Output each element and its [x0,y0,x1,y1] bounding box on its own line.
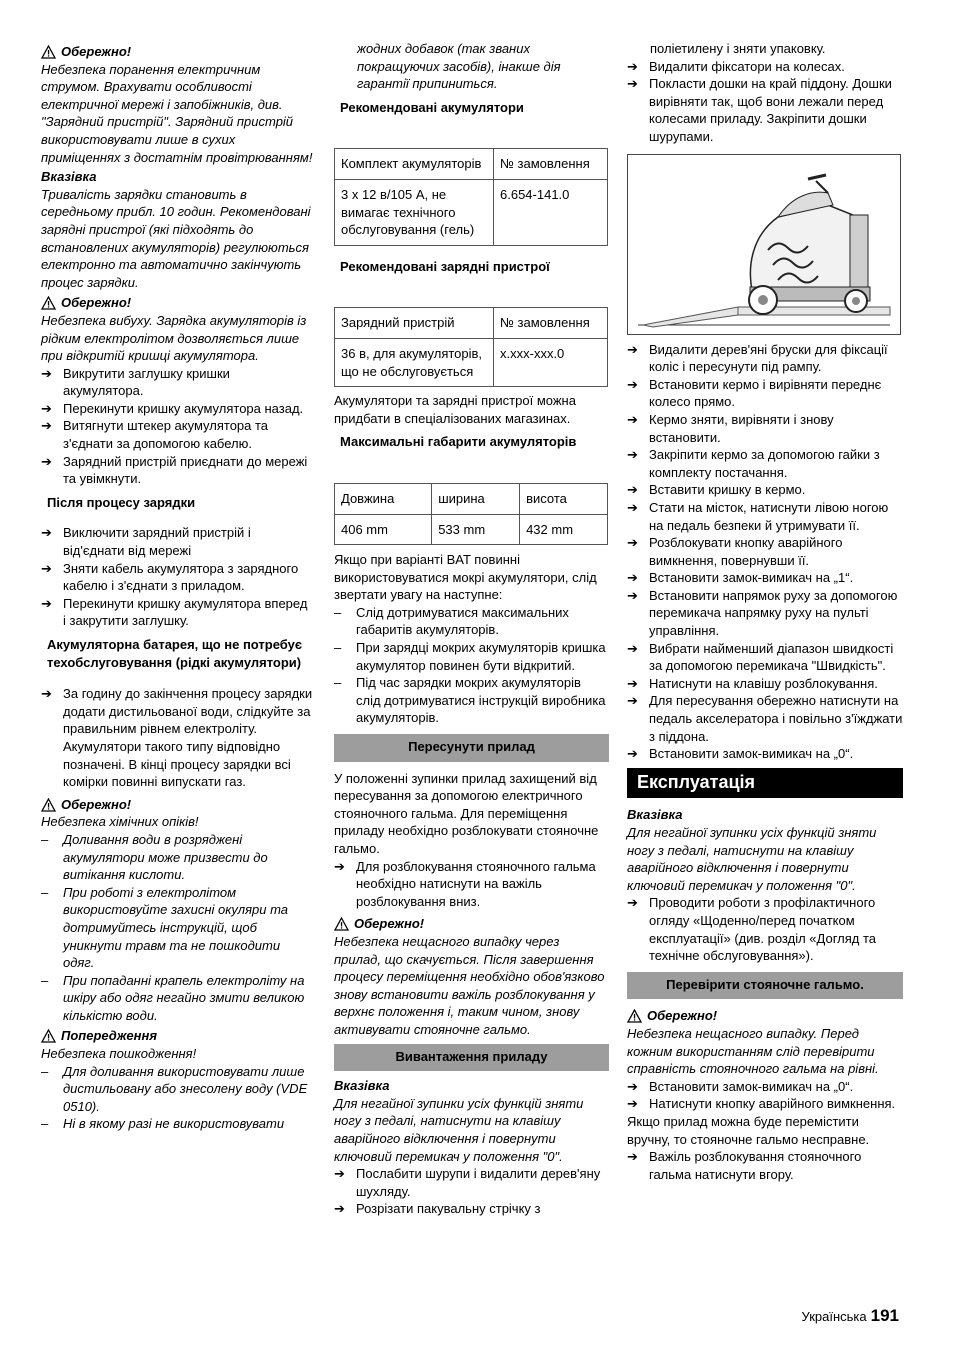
caution-heading [41,796,313,814]
step-item: ➔ Встановити напрямок руху за допомогою перемикача напрямку руху на пульті управління. [627,587,898,639]
step-list [334,1165,609,1218]
arrow-right-icon: ➔ [627,1149,638,1165]
caution-heading-text: Обережно! [61,44,132,59]
dash-item: – Для доливання використовувати лише дистильовану або знесолену воду (VDE 0510). [41,1063,308,1114]
step-item: ➔ Перекинути кришку акумулятора вперед і закрутити заглушку. [41,595,308,629]
warning-triangle-icon [41,798,56,812]
section-bar-check-brake: Перевірити стояночне гальмо. [627,972,903,1000]
section-bar-unloading: Вивантаження приладу [334,1044,609,1072]
note-text: Для негайної зупинки усіх функцій зняти ногу з педалі, натиснути на клавішу аварійного відключення і повернути ключовий перемикач у положення "0". [334,1095,584,1164]
arrow-right-icon: ➔ [627,587,638,603]
page-footer [802,1307,899,1326]
column-right [627,40,903,1183]
warning-triangle-icon [41,296,56,310]
arrow-right-icon: ➔ [627,411,638,427]
warning-heading-text: Попередження [61,1028,157,1044]
step-item: ➔ Викрутити заглушку кришки акумулятора. [41,365,230,399]
arrow-right-icon: ➔ [41,595,52,611]
step-item: ➔ Для пересування обережно натиснути на педаль акселератора і повільно з'їжджати з піддона. [627,693,903,744]
dash-item: – При роботі з електролітом використовуйте захисні окуляри та дотримуйтесь інструкцій, щоб уникнути травм та не пошкодити одяг. [41,884,289,971]
table-cell: 6.654-141.0 [494,179,608,245]
caution-heading [41,294,313,312]
dash-item: – Доливання води в розряджені акумулятори може призвести до витікання кислоти. [41,831,268,883]
dash-item: – При зарядці мокрих акумуляторів кришка акумулятор повинен бути відкритий. [334,640,606,673]
step-item: ➔ Видалити фіксатори на колесах. [627,58,845,74]
caution-text: Небезпека нещасного випадку через прилад, що скачується. Після завершення процесу переміщення необхідно обов'язково знову встановити важіль розблокування у верхнє положення і, таким чином, знову активувати стояночне гальмо. [334,933,605,1037]
step-item: ➔ Видалити дерев'яні бруски для фіксації коліс і пересунути під рампу. [627,341,888,375]
table-cell: 36 в, для акумуляторів, що не обслуговується [335,338,494,386]
warning-triangle-icon [334,917,349,931]
arrow-right-icon: ➔ [627,376,638,392]
arrow-right-icon: ➔ [41,560,52,576]
step-item: ➔ Закріпити кермо за допомогою гайки з комплекту постачання. [627,447,880,480]
steering-wheel [808,175,826,179]
table-header-cell: Довжина [335,483,432,514]
arrow-right-icon: ➔ [627,482,638,498]
arrow-right-icon: ➔ [627,640,638,656]
step-item: ➔ Вставити кришку в кермо. [627,482,806,498]
table-row [335,308,608,339]
caution-text: Небезпека нещасного випадку. Перед кожним використанням слід перевірити справність стояночного гальма на рівні. [627,1025,879,1077]
column-left [41,40,313,1133]
section-subheading: Після процесу зарядки [47,494,196,510]
machine-ramp-illustration [627,154,901,335]
steering-post [816,181,828,193]
step-list [334,858,609,911]
arrow-right-icon: ➔ [627,499,638,515]
table-cell: 3 x 12 в/105 А, не вимагає технічного обслуговування (гель) [335,179,494,245]
arrow-right-icon: ➔ [627,693,638,709]
arrow-right-icon: ➔ [627,570,638,586]
warning-triangle-icon [41,1029,56,1043]
dash-item: – Ні в якому разі не використовувати [41,1116,285,1132]
arrow-right-icon: ➔ [627,1078,638,1094]
arrow-right-icon: ➔ [627,746,638,762]
caution-heading [41,43,313,61]
step-item: ➔ Натиснути кнопку аварійного вимкнення. [627,1096,896,1112]
step-item: ➔ Проводити роботи з профілактичного огляду «Щоденно/перед початком експлуатації» (див. розділ «Догляд та технічне обслуговування»). [627,895,877,964]
step-list [627,58,903,146]
step-item: ➔ Перекинути кришку акумулятора назад. [41,400,304,416]
table-cell: 406 mm [335,514,432,545]
body-text: Якщо при варіанті BAT повинні використовуватися мокрі акумулятори, слід звертати увагу на наступне: [334,552,597,603]
arrow-right-icon: ➔ [334,858,345,874]
section-bar-move-device: Пересунути прилад [334,734,609,762]
note-text: Тривалість зарядки становить в середньому прибл. 10 годин. Рекомендовані зарядні пристрої (які підходять до встановлених акумуляторів) регулюються електронно та автоматично закінчують процес зарядки. [41,186,311,290]
dash-item: – Слід дотримуватися максимальних габаритів акумуляторів. [334,604,569,638]
batteries-table [334,148,608,245]
table-header-cell: Зарядний пристрій [335,308,494,339]
body-text: У положенні зупинки прилад захищений від пересування за допомогою електричного стояночного гальма. Для переміщення приладу необхідно розблокувати стояночне гальмо. [334,770,599,856]
step-item: ➔ Витягнути штекер акумулятора та з'єднати за допомогою кабелю. [41,418,269,452]
arrow-right-icon: ➔ [627,76,638,92]
arrow-right-icon: ➔ [627,895,638,911]
continued-text: жодних добавок (так званих покращуючих засобів), інакше дія гарантії припиниться. [357,41,561,92]
table-header-cell: № замовлення [494,308,608,339]
caution-heading-text: Обережно! [61,295,132,311]
table-header-cell: № замовлення [494,149,608,180]
table-header-cell: висота [520,483,608,514]
step-item: ➔ Встановити замок-вимикач на „0“. [627,746,854,762]
section-subheading: Рекомендовані акумулятори [340,99,524,115]
table-header-cell: Комплект акумуляторів [335,149,494,180]
page-number: 191 [870,1306,899,1325]
step-item: ➔ Встановити замок-вимикач на „1“. [627,570,854,586]
caution-text: Небезпека вибуху. Зарядка акумуляторів із рідким електролітом дозволяється лише при відкритій кришці акумулятора. [41,312,307,364]
step-list [627,341,903,763]
dash-item: – Під час зарядки мокрих акумуляторів слід дотримуватися інструкцій виробника акумуляторів. [334,675,606,726]
machine-column [850,215,868,295]
step-item: ➔ Виключити зарядний пристрій і від'єднати від мережі [41,525,251,559]
step-item: ➔ Розблокувати кнопку аварійного вимкнення, повернувши її. [627,535,843,568]
chargers-table [334,307,608,387]
section-subheading: Максимальні габарити акумуляторів [340,434,577,450]
step-list [627,1078,903,1113]
step-item: ➔ Зарядний пристрій приєднати до мережі та увімкнути. [41,453,308,487]
warning-triangle-icon [627,1009,642,1023]
table-row [335,514,608,545]
step-item: ➔ За годину до закінчення процесу зарядки додати дистильованої води, слідкуйте за правильним рівнем електроліту. Акумулятори такого типу відповідно позначені. В кінці процесу зарядки всі комірки повинні випускати газ. [41,686,313,790]
arrow-right-icon: ➔ [627,535,638,551]
dash-list [41,1063,313,1133]
table-row [335,338,608,386]
step-item: ➔ Послабити шурупи і видалити дерев'яну шухляду. [334,1166,601,1199]
table-cell: 533 mm [432,514,520,545]
step-list [41,365,313,488]
section-subheading: Рекомендовані зарядні пристрої [340,258,550,274]
arrow-right-icon: ➔ [627,447,638,463]
step-item: ➔ Натиснути на клавішу розблокування. [627,675,878,691]
step-item: ➔ Стати на місток, натиснути лівою ногою на педаль безпеки й утримувати її. [627,499,889,533]
section-subheading: Акумуляторна батарея, що не потребує техобслуговування (рідкі акумулятори) [47,637,303,670]
footer-language: Українська [801,1309,867,1324]
arrow-right-icon: ➔ [41,525,52,541]
arrow-right-icon: ➔ [627,1096,638,1112]
table-row [335,179,608,245]
warning-triangle-icon [41,45,56,59]
table-row [335,483,608,514]
table-row [335,149,608,180]
step-item: ➔ Важіль розблокування стояночного гальма натиснути вгору. [627,1149,862,1182]
step-list [41,685,313,791]
arrow-right-icon: ➔ [41,400,52,416]
step-item: ➔ Для розблокування стояночного гальма необхідно натиснути на важіль розблокування вниз. [334,858,596,909]
section-bar-operation: Експлуатація [627,768,903,799]
dimensions-table [334,483,608,545]
arrow-right-icon: ➔ [334,1201,345,1217]
arrow-right-icon: ➔ [627,675,638,691]
note-heading: Вказівка [627,807,683,823]
caution-heading-text: Обережно! [647,1008,718,1024]
caution-text: Небезпека хімічних опіків! [41,814,199,830]
wheel-hub [758,295,768,305]
caution-heading [334,915,609,933]
body-text: Якщо прилад можна буде перемістити вручну, то стояночне гальмо несправне. [627,1113,870,1147]
caution-heading-text: Обережно! [61,796,132,812]
warning-heading [41,1027,313,1045]
continued-text: поліетилену і зняти упаковку. [650,41,826,56]
dash-list [334,604,609,727]
warning-text: Небезпека пошкодження! [41,1046,197,1062]
step-item: ➔ Кермо зняти, вирівняти і знову встановити. [627,411,834,445]
step-list [627,894,903,964]
dash-list [41,831,313,1025]
step-item: ➔ Встановити замок-вимикач на „0“. [627,1078,854,1094]
caution-text: Небезпека поранення електричним струмом. Врахувати особливості електричної мережі і запобіжників, див. "Зарядний пристрій". Зарядний пристрій використовувати лише в сухих приміщеннях з достатнім провітрюванням! [41,61,313,165]
arrow-right-icon: ➔ [41,686,52,702]
arrow-right-icon: ➔ [41,453,52,469]
table-header-cell: ширина [432,483,520,514]
table-cell: 432 mm [520,514,608,545]
arrow-right-icon: ➔ [41,365,52,381]
step-item: ➔ Розрізати пакувальну стрічку з [334,1201,541,1217]
arrow-right-icon: ➔ [41,418,52,434]
body-text: Акумулятори та зарядні пристрої можна придбати в спеціалізованих магазинах. [334,393,576,426]
scrubber-drawing [628,155,900,334]
arrow-right-icon: ➔ [627,341,638,357]
step-item: ➔ Вибрати найменший діапазон швидкості за допомогою перемикача "Швидкість". [627,640,894,674]
note-heading: Вказівка [334,1078,390,1094]
arrow-right-icon: ➔ [627,58,638,74]
caution-heading-text: Обережно! [354,916,425,932]
step-list [627,1148,903,1183]
column-middle [334,40,609,1218]
note-heading: Вказівка [41,169,97,185]
step-item: ➔ Встановити кермо і вирівняти переднє колесо прямо. [627,376,882,410]
dash-item: – При попаданні крапель електроліту на шкіру або одяг негайно змити великою кількістю води. [41,972,305,1023]
step-item: ➔ Зняти кабель акумулятора з зарядного кабелю і з'єднати з приладом. [41,560,299,594]
step-item: ➔ Покласти дошки на край піддону. Дошки вирівняти так, щоб вони лежали перед колесами приладу. Закріпити дошки шурупами. [627,76,892,144]
caution-heading [627,1007,903,1025]
table-cell: x.xxx-xxx.0 [494,338,608,386]
arrow-right-icon: ➔ [334,1166,345,1182]
note-text: Для негайної зупинки усіх функцій зняти ногу з педалі, натиснути на клавішу аварійного відключення і повернути ключовий перемикач у положення "0". [627,825,877,893]
step-list [41,524,313,630]
wheel-hub [852,297,860,305]
